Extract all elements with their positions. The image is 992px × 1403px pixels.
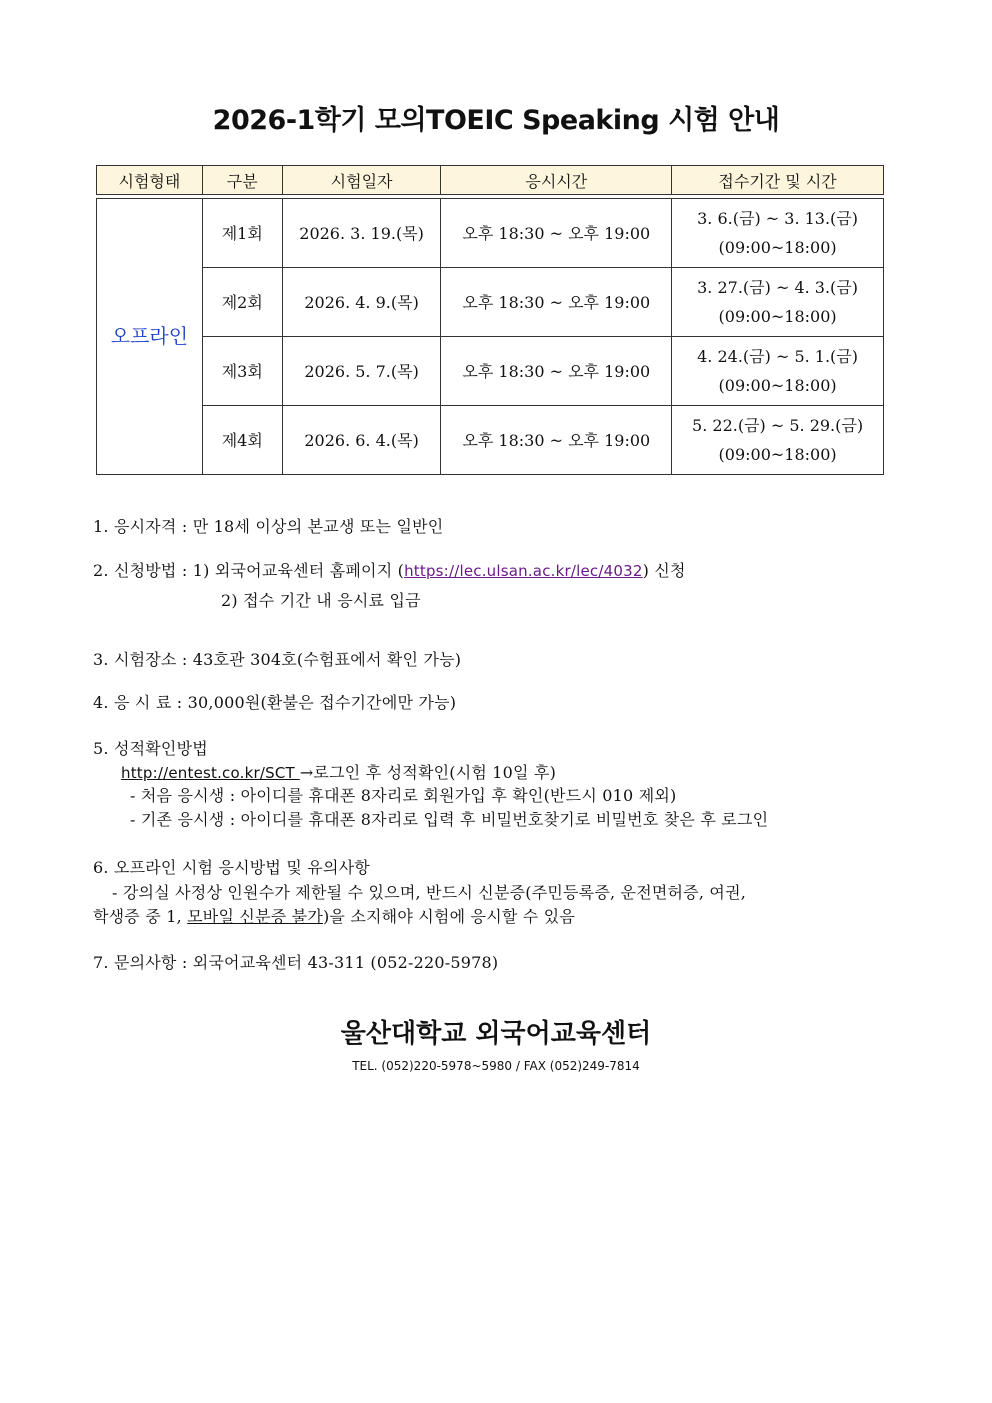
header-period: 접수기간 및 시간 bbox=[672, 166, 884, 195]
mobile-id-notice: 모바일 신분증 불가 bbox=[187, 907, 323, 926]
exam-schedule-table bbox=[96, 165, 884, 475]
period-dates: 5. 22.(금) ~ 5. 29.(금) bbox=[692, 416, 864, 435]
application-method-suffix: ) 신청 bbox=[642, 561, 686, 580]
time-cell: 오후 18:30 ~ 오후 19:00 bbox=[441, 199, 672, 268]
table-row bbox=[97, 199, 884, 268]
offline-notice-line1: - 강의실 사정상 인원수가 제한될 수 있으며, 반드시 신분증(주민등록증, 운전면허증, 여권, bbox=[112, 883, 747, 902]
exam-location-item: 3. 시험장소 : 43호관 304호(수험표에서 확인 가능) bbox=[93, 650, 462, 669]
table-header-row bbox=[97, 166, 884, 195]
header-date: 시험일자 bbox=[282, 166, 441, 195]
header-time: 응시시간 bbox=[441, 166, 672, 195]
round-cell: 제1회 bbox=[202, 199, 282, 268]
offline-notice-item: 6. 오프라인 시험 응시방법 및 유의사항 bbox=[93, 858, 370, 877]
score-check-link[interactable]: http://entest.co.kr/SCT bbox=[121, 764, 300, 782]
score-check-link-line bbox=[121, 760, 556, 783]
round-cell: 제3회 bbox=[202, 337, 282, 406]
period-dates: 4. 24.(금) ~ 5. 1.(금) bbox=[697, 347, 858, 366]
period-cell bbox=[672, 268, 884, 337]
table-row bbox=[97, 337, 884, 406]
application-method-prefix: 2. 신청방법 : 1) 외국어교육센터 홈페이지 ( bbox=[93, 561, 405, 580]
offline-notice-line2 bbox=[93, 904, 575, 927]
date-cell: 2026. 4. 9.(목) bbox=[282, 268, 441, 337]
score-check-sub-new: - 처음 응시생 : 아이디를 휴대폰 8자리로 회원가입 후 확인(반드시 010 제외) bbox=[130, 786, 677, 805]
period-hours: (09:00~18:00) bbox=[718, 307, 837, 326]
period-cell bbox=[672, 199, 884, 268]
time-cell: 오후 18:30 ~ 오후 19:00 bbox=[441, 406, 672, 475]
table-row bbox=[97, 406, 884, 475]
period-dates: 3. 6.(금) ~ 3. 13.(금) bbox=[697, 209, 858, 228]
date-cell: 2026. 6. 4.(목) bbox=[282, 406, 441, 475]
exam-type-cell: 오프라인 bbox=[97, 199, 203, 475]
round-cell: 제4회 bbox=[202, 406, 282, 475]
inquiry-item: 7. 문의사항 : 외국어교육센터 43-311 (052-220-5978) bbox=[93, 953, 499, 972]
period-hours: (09:00~18:00) bbox=[718, 445, 837, 464]
application-method-item bbox=[93, 558, 686, 581]
date-cell: 2026. 5. 7.(목) bbox=[282, 337, 441, 406]
organization-name: 울산대학교 외국어교육센터 bbox=[340, 1019, 652, 1049]
score-check-sub-existing: - 기존 응시생 : 아이디를 휴대폰 8자리로 입력 후 비밀번호찾기로 비밀번호 찾은 후 로그인 bbox=[130, 810, 769, 829]
time-cell: 오후 18:30 ~ 오후 19:00 bbox=[441, 268, 672, 337]
time-cell: 오후 18:30 ~ 오후 19:00 bbox=[441, 337, 672, 406]
score-check-item: 5. 성적확인방법 bbox=[93, 739, 208, 758]
period-hours: (09:00~18:00) bbox=[718, 376, 837, 395]
offline-notice-line2-prefix: 학생증 중 1, bbox=[93, 907, 188, 926]
table-row bbox=[97, 268, 884, 337]
period-dates: 3. 27.(금) ~ 4. 3.(금) bbox=[697, 278, 858, 297]
exam-fee-item: 4. 응 시 료 : 30,000원(환불은 접수기간에만 가능) bbox=[93, 693, 457, 712]
eligibility-item: 1. 응시자격 : 만 18세 이상의 본교생 또는 일반인 bbox=[93, 517, 444, 536]
header-exam-type: 시험형태 bbox=[97, 166, 203, 195]
period-cell bbox=[672, 337, 884, 406]
offline-notice-line2-suffix: )을 소지해야 시험에 응시할 수 있음 bbox=[322, 907, 576, 926]
period-cell bbox=[672, 406, 884, 475]
date-cell: 2026. 3. 19.(목) bbox=[282, 199, 441, 268]
contact-info: TEL. (052)220-5978~5980 / FAX (052)249-7814 bbox=[352, 1059, 640, 1073]
application-method-sub: 2) 접수 기간 내 응시료 입금 bbox=[221, 591, 421, 610]
homepage-link[interactable]: https://lec.ulsan.ac.kr/lec/4032 bbox=[404, 562, 643, 580]
page-title: 2026-1학기 모의TOEIC Speaking 시험 안내 bbox=[212, 105, 780, 136]
period-hours: (09:00~18:00) bbox=[718, 238, 837, 257]
score-check-link-suffix: →로그인 후 성적확인(시험 10일 후) bbox=[299, 763, 557, 782]
header-round: 구분 bbox=[202, 166, 282, 195]
round-cell: 제2회 bbox=[202, 268, 282, 337]
